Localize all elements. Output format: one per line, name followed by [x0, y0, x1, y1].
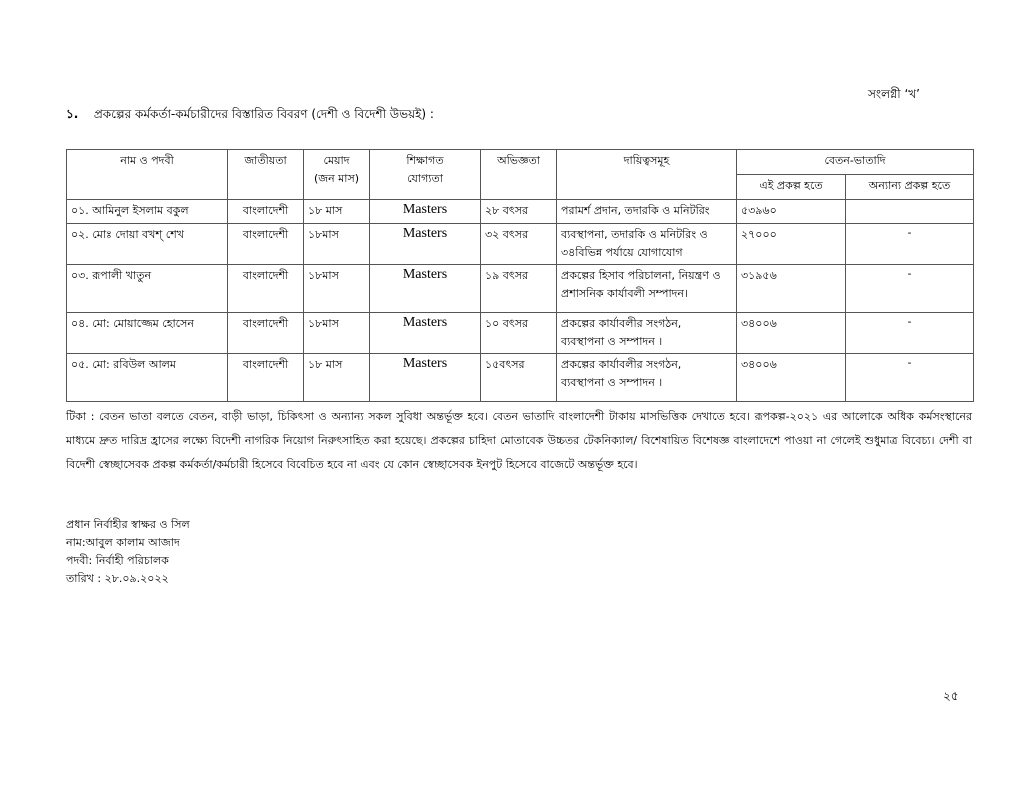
cell-salary-other: - [846, 224, 974, 265]
cell-name: ০৫. মো: রবিউল আলম [67, 354, 228, 402]
signatory-designation: পদবী: নির্বাহী পরিচালক [66, 554, 169, 567]
cell-experience: ১৫বৎসর [481, 354, 557, 402]
header-qualification [370, 150, 481, 200]
cell-nationality: বাংলাদেশী [228, 224, 304, 265]
cell-responsibilities [557, 224, 737, 265]
table-row [67, 224, 974, 265]
cell-name: ০৩. রূপালী খাতুন [67, 265, 228, 313]
cell-experience: ১০ বৎসর [481, 313, 557, 354]
table-row [67, 265, 974, 313]
cell-salary-other [846, 200, 974, 224]
responsibility-line: প্রকল্পের হিসাব পরিচালনা, নিয়ন্ত্রণ ও [561, 269, 721, 282]
signatory-name: নাম:আবুল কালাম আজাদ [66, 536, 180, 549]
responsibility-line: প্রশাসনিক কার্যাবলী সম্পাদন। [561, 287, 688, 300]
cell-qualification: Masters [370, 200, 481, 224]
cell-name: ০১. আমিনুল ইসলাম বকুল [67, 200, 228, 224]
cell-salary-other: - [846, 354, 974, 402]
cell-qualification: Masters [370, 313, 481, 354]
section-number: ১. [66, 107, 79, 121]
cell-qualification: Masters [370, 354, 481, 402]
staff-details-table [66, 149, 974, 402]
cell-experience: ১৯ বৎসর [481, 265, 557, 313]
cell-responsibilities [557, 265, 737, 313]
cell-qualification: Masters [370, 224, 481, 265]
header-duration-line2: (জন মাস) [313, 172, 360, 185]
cell-salary-this: ৩৪০০৬ [737, 313, 846, 354]
cell-salary-other: - [846, 265, 974, 313]
responsibility-line: প্রকল্পের কার্যাবলীর সংগঠন, [561, 358, 682, 371]
cell-duration: ১৮মাস [304, 224, 370, 265]
cell-salary-this: ৩৪০০৬ [737, 354, 846, 402]
responsibility-line: পরামর্শ প্রদান, তদারকি ও মনিটরিং [561, 204, 710, 217]
table-row [67, 200, 974, 224]
cell-nationality: বাংলাদেশী [228, 313, 304, 354]
cell-name: ০৪. মো: মোয়াজ্জেম হোসেন [67, 313, 228, 354]
header-salary-this-project: এই প্রকল্প হতে [737, 175, 846, 200]
table-row [67, 354, 974, 402]
responsibility-line: ব্যবস্থাপনা ও সম্পাদন । [561, 376, 663, 389]
annex-label: সংলগ্নী ‘খ’ [868, 87, 921, 101]
cell-salary-other: - [846, 313, 974, 354]
section-heading [66, 106, 434, 126]
header-salary-other-projects: অন্যান্য প্রকল্প হতে [846, 175, 974, 200]
cell-duration: ১৮মাস [304, 265, 370, 313]
cell-duration: ১৮ মাস [304, 200, 370, 224]
cell-duration: ১৮ মাস [304, 354, 370, 402]
header-duration-line1: মেয়াদ [323, 154, 350, 167]
header-nationality: জাতীয়তা [228, 150, 304, 200]
header-qualification-line1: শিক্ষাগত [406, 154, 444, 167]
cell-salary-this: ২৭০০০ [737, 224, 846, 265]
cell-duration: ১৮মাস [304, 313, 370, 354]
cell-responsibilities [557, 354, 737, 402]
cell-salary-this: ৫৩৯৬০ [737, 200, 846, 224]
header-duration [304, 150, 370, 200]
cell-nationality: বাংলাদেশী [228, 354, 304, 402]
cell-experience: ৩২ বৎসর [481, 224, 557, 265]
footnote: টিকা : বেতন ভাতা বলতে বেতন, বাড়ী ভাড়া, চিকিৎসা ও অন্যান্য সকল সুবিধা অন্তর্ভূক্ত হবে। বেতন ভাতাদি বাংলাদেশী টাকায় মাসভিত্তিক দেখাতে হবে। রূপকল্প-২০২১ এর আলোকে অধিক কর্মসংস্থানের মাধ্যমে দ্রুত দারিদ্র হ্রাসের লক্ষ্যে বিদেশী নাগরিক নিয়োগ নিরুৎসাহিত করা হয়েছে। প্রকল্পের চাহিদা মোতাবেক উচ্চতর টেকনিক্যাল/ বিশেষায়িত বিশেষজ্ঞ বাংলাদেশে পাওয়া না গেলেই শুধুমাত্র বিবেচ্য। দেশী বা বিদেশী স্বেচ্ছাসেবক প্রকল্প কর্মকর্তা/কর্মচারী হিসেবে বিবেচিত হবে না এবং যে কোন স্বেচ্ছাসেবক ইনপুট হিসেবে বাজেটে অন্তর্ভূক্ত হবে। [66, 410, 972, 471]
cell-qualification: Masters [370, 265, 481, 313]
signature-date: তারিখ : ২৮.০৯.২০২২ [66, 572, 169, 585]
header-salary: বেতন-ভাতাদি [737, 150, 974, 175]
table-row [67, 313, 974, 354]
responsibility-line: ব্যবস্থাপনা, তদারকি ও মনিটরিং ও [561, 228, 708, 241]
section-title: প্রকল্পের কর্মকর্তা-কর্মচারীদের বিস্তারিত বিবরণ (দেশী ও বিদেশী উভয়ই) : [93, 107, 434, 121]
header-qualification-line2: যোগ্যতা [407, 172, 443, 185]
header-name: নাম ও পদবী [67, 150, 228, 200]
signature-label: প্রধান নির্বাহীর স্বাক্ষর ও সিল [66, 518, 190, 531]
cell-responsibilities [557, 200, 737, 224]
page-number: ২৫ [943, 689, 959, 703]
header-responsibilities: দায়িত্বসমূহ [557, 150, 737, 200]
cell-salary-this: ৩১৯৫৬ [737, 265, 846, 313]
responsibility-line: প্রকল্পের কার্যাবলীর সংগঠন, [561, 317, 682, 330]
responsibility-line: ব্যবস্থাপনা ও সম্পাদন । [561, 335, 663, 348]
cell-name: ০২. মোঃ দোয়া বখশ্ শেখ [67, 224, 228, 265]
responsibility-line: ৩৪বিভিন্ন পর্যায়ে যোগাযোগ [561, 246, 683, 259]
cell-nationality: বাংলাদেশী [228, 265, 304, 313]
cell-experience: ২৮ বৎসর [481, 200, 557, 224]
header-experience: অভিজ্ঞতা [481, 150, 557, 200]
cell-responsibilities [557, 313, 737, 354]
cell-nationality: বাংলাদেশী [228, 200, 304, 224]
